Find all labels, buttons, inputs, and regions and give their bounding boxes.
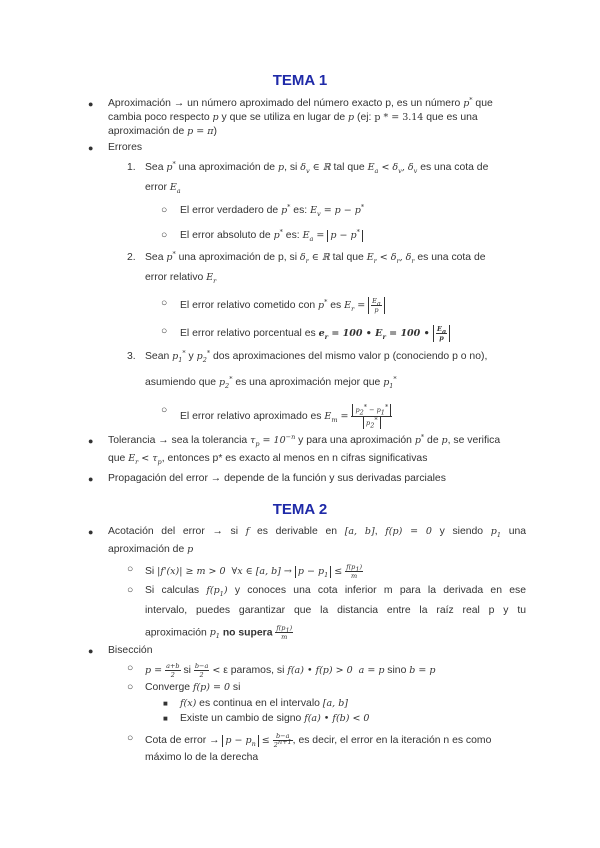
error2-sub-2	[180, 325, 450, 342]
bullet-dot: ●	[88, 527, 94, 537]
math-fp1: $f(p_1)$	[206, 585, 228, 598]
errores-heading: Errores	[108, 142, 143, 153]
tolerancia-line-2	[108, 452, 427, 466]
text: Si calculas	[145, 585, 207, 596]
error2-sub-1	[180, 297, 385, 314]
si-line-1	[145, 563, 363, 580]
circle-bullet: ○	[161, 230, 168, 241]
bullet-dot: ●	[88, 474, 94, 484]
list-number: 3.	[127, 351, 136, 362]
math-er-formula: $E_r$ = $\frac{E_a}{p}$	[344, 300, 385, 311]
math-p: p	[212, 112, 219, 123]
math-p-eq-pi: p = π	[187, 126, 214, 137]
text: Si	[145, 566, 158, 577]
text: es una aproximación mejor que	[232, 377, 384, 388]
math-fp-zero: f(p) = 0	[385, 526, 432, 537]
math-er-lt-delta: $E_r < \delta_r$, $\delta_r$	[366, 252, 415, 265]
math-pstar: p*	[166, 249, 176, 263]
text: aproximación	[145, 627, 210, 639]
math-fx: f(x)	[180, 698, 197, 709]
error2-line-1	[145, 251, 486, 265]
text: si	[180, 665, 194, 676]
math-ev: $E_v = p - p^*$	[310, 202, 365, 218]
math-pstar: p*	[414, 432, 425, 446]
text: que es una	[423, 112, 478, 123]
biseccion-heading: Bisección	[108, 645, 153, 656]
text: Aproximación → un número aproximado del número exacto p, es un número	[108, 98, 464, 109]
bullet-dot: ●	[88, 646, 94, 656]
math-interval: [a, b]	[322, 698, 348, 709]
text: es	[327, 300, 345, 311]
math-p1star: $p_1^*$	[172, 348, 186, 364]
math-error-bound: $p - p_n$ ≤ $\frac{b-a}{2^{n+1}}$	[222, 735, 292, 746]
text: de	[424, 435, 442, 446]
bold-text: no supera	[222, 627, 273, 639]
math-p1: $p_1$	[490, 526, 501, 539]
math-halfwidth: $\frac{b-a}{2}$ <	[194, 662, 221, 679]
continua-line	[180, 697, 348, 711]
text: error relativo	[145, 272, 207, 283]
si2-line-1	[145, 584, 526, 598]
text: El error absoluto de	[180, 230, 274, 241]
aprox-line-2	[108, 111, 478, 125]
text: Existe un cambio de signo	[180, 713, 305, 724]
math-p1: $p_1$	[209, 627, 220, 641]
math-p: p	[187, 544, 194, 555]
math-midpoint: p = $\frac{a+b}{2}$	[145, 662, 180, 679]
text: aproximación de	[108, 544, 188, 555]
math-p: p	[348, 112, 355, 123]
tolerancia-line-1	[108, 434, 500, 448]
acotacion-line-1	[108, 525, 526, 539]
math-ea-abs: $E_a = p - p^*$	[303, 230, 363, 241]
square-bullet: ■	[163, 714, 168, 723]
text: y conoces una cota inferior m para la derivada en ese	[234, 585, 527, 596]
math-ea-lt-delta: $E_a < \delta_v$, $\delta_v$	[367, 162, 418, 175]
text: cambia poco respecto	[108, 112, 213, 123]
text: error	[145, 182, 170, 193]
si2-line-2: intervalo, puedes garantizar que la distancia entre la raíz real p y tu	[145, 605, 526, 616]
math-pstar: p*	[166, 159, 176, 173]
square-bullet: ■	[163, 699, 168, 708]
bullet-dot: ●	[88, 99, 94, 109]
math-pstar: p*	[281, 202, 291, 216]
text: una aproximación de	[175, 162, 278, 173]
text: Sean	[145, 351, 173, 362]
text: que	[472, 98, 493, 109]
signo-line	[180, 712, 369, 726]
math-interval: [a, b]	[344, 526, 375, 537]
math-b-eq-p: b = p	[409, 665, 436, 676]
math-p1star: $p_1^*$	[383, 374, 397, 390]
math-pstar: p*	[273, 227, 283, 241]
error3-sub-1	[180, 404, 392, 429]
math-p: p	[277, 162, 285, 173]
math-ea: $E_a$	[169, 182, 181, 195]
cota-line-1	[145, 732, 491, 749]
circle-bullet: ○	[161, 298, 168, 309]
text: Cota de error →	[145, 735, 223, 746]
text: Sea	[145, 162, 167, 173]
acotacion-line-2	[108, 543, 193, 557]
math-pstar: p*	[463, 95, 473, 109]
error2-line-2	[145, 271, 216, 285]
text: Converge	[145, 682, 193, 693]
circle-bullet: ○	[161, 205, 168, 216]
si2-line-3	[145, 624, 293, 641]
text: ε paramos, si	[220, 665, 288, 676]
text: tal que	[330, 162, 368, 173]
biseccion-line-1	[145, 662, 435, 679]
text: asumiendo que	[145, 377, 219, 388]
text: es continua en el intervalo	[196, 698, 323, 709]
circle-bullet: ○	[127, 564, 134, 575]
list-number: 1.	[127, 162, 136, 173]
math-sign-product: f(a) • f(p) > 0 a = p	[287, 665, 385, 676]
text: El error relativo cometido con	[180, 300, 319, 311]
text: y que se utiliza en lugar de	[218, 112, 349, 123]
converge-line	[145, 681, 240, 695]
text: es una cota de	[417, 162, 489, 173]
text: , se verifica	[447, 435, 501, 446]
text: y para una aproximación	[295, 435, 415, 446]
text: El error relativo aproximado es	[180, 411, 325, 422]
text: , entonces p* es exacto al menos en n cifras significativas	[161, 453, 428, 464]
circle-bullet: ○	[127, 663, 134, 674]
text: es:	[290, 205, 311, 216]
math-f: f	[245, 526, 250, 537]
text: y siendo	[439, 526, 491, 537]
tema2-title: TEMA 2	[272, 501, 328, 518]
math-delta-r-in-R: $\delta_r$ ∈ ℝ	[299, 252, 330, 265]
error1-line-1	[145, 161, 488, 175]
circle-bullet: ○	[127, 585, 134, 596]
text: , es decir, el error en la iteración n es como	[292, 735, 492, 746]
text: )	[213, 126, 217, 137]
text: que	[108, 453, 129, 464]
math-delta-in-R: $\delta_v$ ∈ ℝ	[300, 162, 331, 175]
error1-line-2	[145, 181, 181, 195]
tema1-title: TEMA 1	[272, 72, 328, 89]
math-tau: $\tau_p = 10^{-n}$	[250, 432, 296, 448]
circle-bullet: ○	[127, 682, 134, 693]
bullet-dot: ●	[88, 436, 94, 446]
error3-line-1	[145, 350, 487, 364]
math-em-formula: $E_m$ = $\frac{p_2^* - p_1^*}{p_2^*}$	[324, 411, 392, 422]
text: y	[185, 351, 197, 362]
bullet-dot: ●	[88, 143, 94, 153]
error1-sub-2	[180, 229, 363, 243]
error3-line-2	[145, 376, 397, 390]
text: Sea	[145, 252, 167, 263]
math-p2star: $p_2^*$	[218, 374, 233, 390]
text: , si	[284, 162, 301, 173]
math-pstar: p*	[318, 297, 328, 311]
text: Tolerancia → sea la tolerancia	[108, 435, 251, 446]
math-fp-zero: f(p) = 0	[192, 682, 231, 693]
propagacion-line: Propagación del error → depende de la función y sus derivadas parciales	[108, 473, 446, 484]
math-derivative-bound: |f'(x)| ≥ m > 0 ∀x ∈ [a, $b] \to p - p_1$ ≤ $\frac{f(p_1)}{m}$	[157, 563, 362, 580]
cota-line-2: máximo lo de la derecha	[145, 752, 259, 763]
text: es una cota de	[414, 252, 486, 263]
list-number: 2.	[127, 252, 136, 263]
error1-sub-1	[180, 204, 364, 218]
text: El error verdadero de	[180, 205, 282, 216]
math-example: p * = 3.14	[374, 112, 424, 123]
text: aproximación de	[108, 126, 188, 137]
text: es:	[282, 230, 303, 241]
text: una	[508, 526, 527, 537]
aprox-line-3	[108, 125, 217, 139]
text: tal que	[329, 252, 367, 263]
math-percent-error: $e_r = 100$ • $E_r = 100$ • $\frac{E_a}{p}$	[319, 328, 451, 339]
text: (ej:	[354, 112, 375, 123]
math-er-lt-tau: $E_r < \tau_p$	[128, 453, 162, 466]
text: sino	[384, 665, 410, 676]
text: Acotación del error → si	[108, 526, 246, 537]
math-sign-change: f(a) • f(b) < 0	[304, 713, 370, 724]
math-er: $E_r$	[206, 272, 217, 285]
circle-bullet: ○	[161, 326, 168, 337]
math-p2star: $p_2^*$	[196, 348, 211, 364]
circle-bullet: ○	[127, 733, 134, 744]
aprox-line-1	[108, 97, 493, 111]
text: es derivable en	[256, 526, 345, 537]
text: una aproximación de p, si	[175, 252, 300, 263]
text: dos aproximaciones del mismo valor p (conociendo p o no),	[210, 351, 488, 362]
text: si	[230, 682, 241, 693]
math-p: p	[441, 435, 448, 446]
math-bound-fraction: $\frac{f(p_1)}{m}$	[276, 624, 293, 641]
circle-bullet: ○	[161, 405, 168, 416]
text: El error relativo porcentual es	[180, 328, 319, 339]
text: ,	[374, 526, 386, 537]
